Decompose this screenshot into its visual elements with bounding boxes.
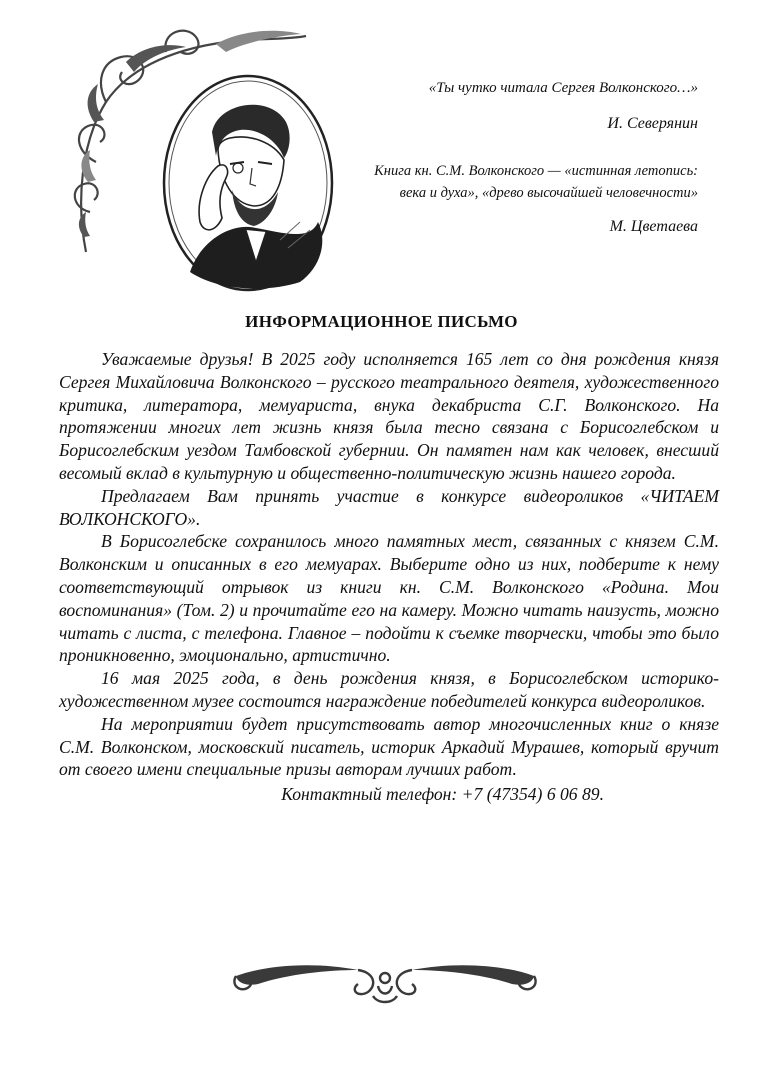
epigraphs-block bbox=[360, 78, 698, 237]
epigraph-author-tsvetaeva: М. Цветаева bbox=[609, 218, 698, 235]
bottom-flourish-ornament bbox=[228, 956, 542, 1008]
epigraph-quote-tsvetaeva: Книга кн. С.М. Волконского — «истинная летопись: века и духа», «древо высочайшей человечности» bbox=[374, 163, 698, 201]
letter-body bbox=[59, 348, 719, 806]
paragraph-award-date: 16 мая 2025 года, в день рождения князя, в Борисоглебском историко-художественном музее состоится награждение победителей конкурса видеороликов. bbox=[59, 668, 719, 711]
portrait-oval bbox=[160, 72, 336, 294]
epigraph-quote-severyanin: «Ты чутко читала Сергея Волконского…» bbox=[428, 80, 698, 96]
paragraph-instructions: В Борисоглебске сохранилось много памятных мест, связанных с князем С.М. Волконским и описанных в его мемуарах. Выберите одно из них, подберите к нему соответствующий отрывок из книги кн. С.М. Волконского «Родина. Мои воспоминания» (Том. 2) и прочитайте его на камеру. Можно читать наизусть, можно читать с листа, с телефона. Главное – подойти к съемке творчески, чтобы это было проникновенно, эмоционально, артистично. bbox=[59, 531, 719, 666]
paragraph-invitation: Предлагаем Вам принять участие в конкурсе видеороликов «ЧИТАЕМ ВОЛКОНСКОГО». bbox=[59, 485, 719, 529]
paragraph-guest-author: На мероприятии будет присутствовать автор многочисленных книг о князе С.М. Волконском, московский писатель, историк Аркадий Мурашев, который вручит от своего имени специальные призы авторам лучших работ. bbox=[59, 713, 719, 780]
page-title: ИНФОРМАЦИОННОЕ ПИСЬМО bbox=[245, 312, 518, 331]
paragraph-intro: Уважаемые друзья! В 2025 году исполняется 165 лет со дня рождения князя Сергея Михайловича Волконского – русского театрального деятеля, художественного критика, литератора, мемуариста, внука декабриста С.Г. Волконского. На протяжении многих лет жизнь князя была тесно связана с Борисоглебском и Борисоглебским уездом Тамбовской губернии. Он памятен нам как человек, внесший весомый вклад в культурную и общественно-политическую жизнь нашего города. bbox=[59, 349, 719, 483]
portrait-sketch bbox=[160, 72, 336, 294]
contact-phone: Контактный телефон: +7 (47354) 6 06 89. bbox=[281, 784, 604, 805]
epigraph-author-severyanin: И. Северянин bbox=[607, 115, 698, 132]
